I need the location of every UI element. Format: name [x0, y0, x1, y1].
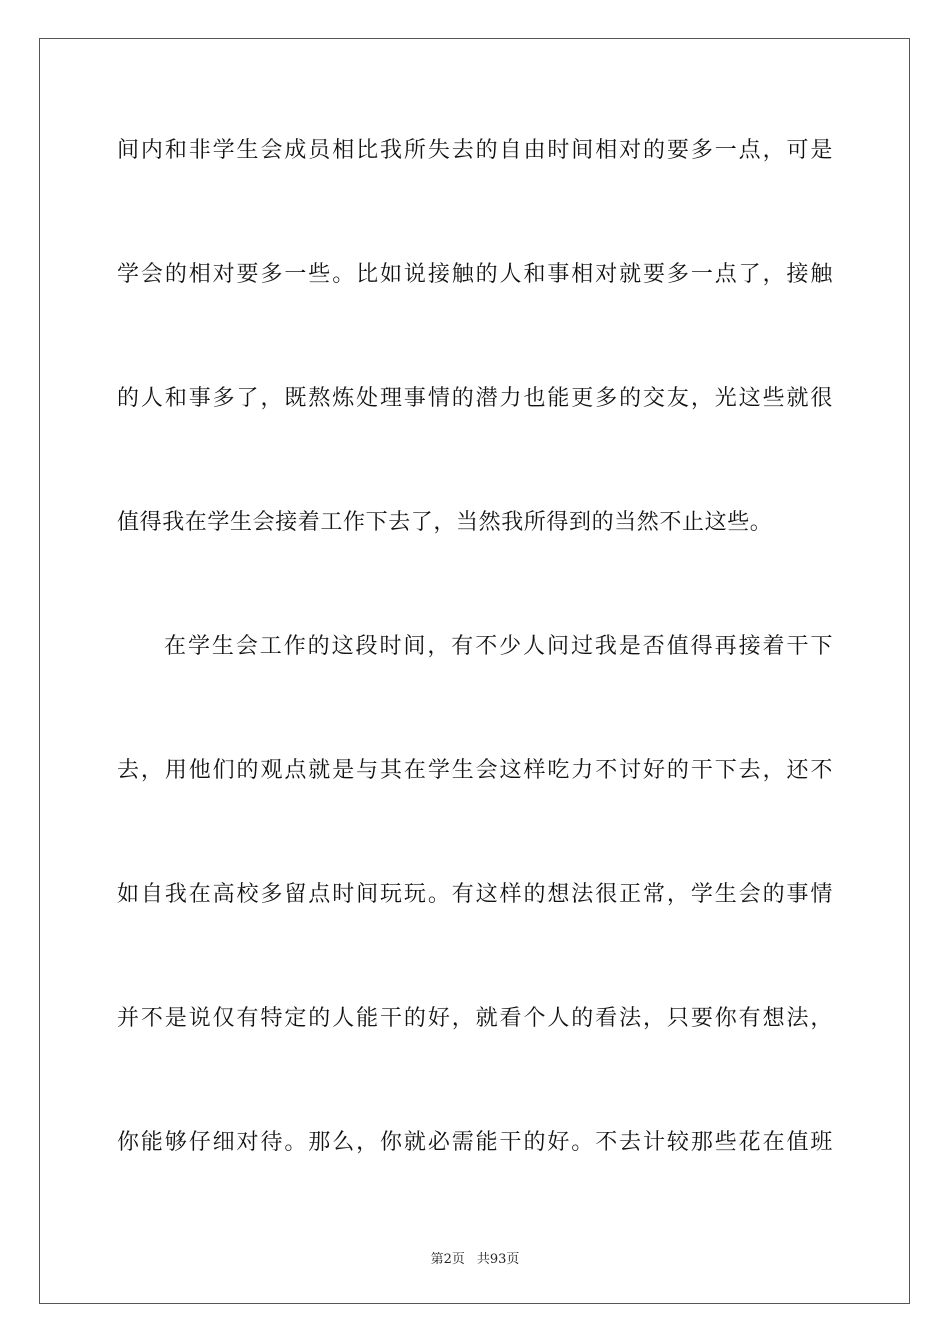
page-number: 第2页 [430, 1252, 465, 1267]
text-line-3: 的人和事多了，既熬炼处理事情的潜力也能更多的交友，光这些就很 [117, 386, 833, 411]
page-frame [39, 38, 910, 1304]
text-line-1: 间内和非学生会成员相比我所失去的自由时间相对的要多一点，可是 [117, 138, 833, 163]
text-line-8: 并不是说仅有特定的人能干的好，就看个人的看法，只要你有想法， [117, 1006, 833, 1031]
page-total: 共93页 [476, 1252, 520, 1267]
text-line-2: 学会的相对要多一些。比如说接触的人和事相对就要多一点了，接触 [117, 262, 833, 287]
text-line-4: 值得我在学生会接着工作下去了，当然我所得到的当然不止这些。 [117, 510, 773, 535]
text-line-9: 你能够仔细对待。那么，你就必需能干的好。不去计较那些花在值班 [117, 1130, 833, 1155]
text-line-7: 如自我在高校多留点时间玩玩。有这样的想法很正常，学生会的事情 [117, 882, 833, 907]
text-line-5: 在学生会工作的这段时间，有不少人问过我是否值得再接着干下 [164, 634, 833, 659]
text-line-6: 去，用他们的观点就是与其在学生会这样吃力不讨好的干下去，还不 [117, 758, 833, 783]
page-footer [0, 1248, 950, 1267]
